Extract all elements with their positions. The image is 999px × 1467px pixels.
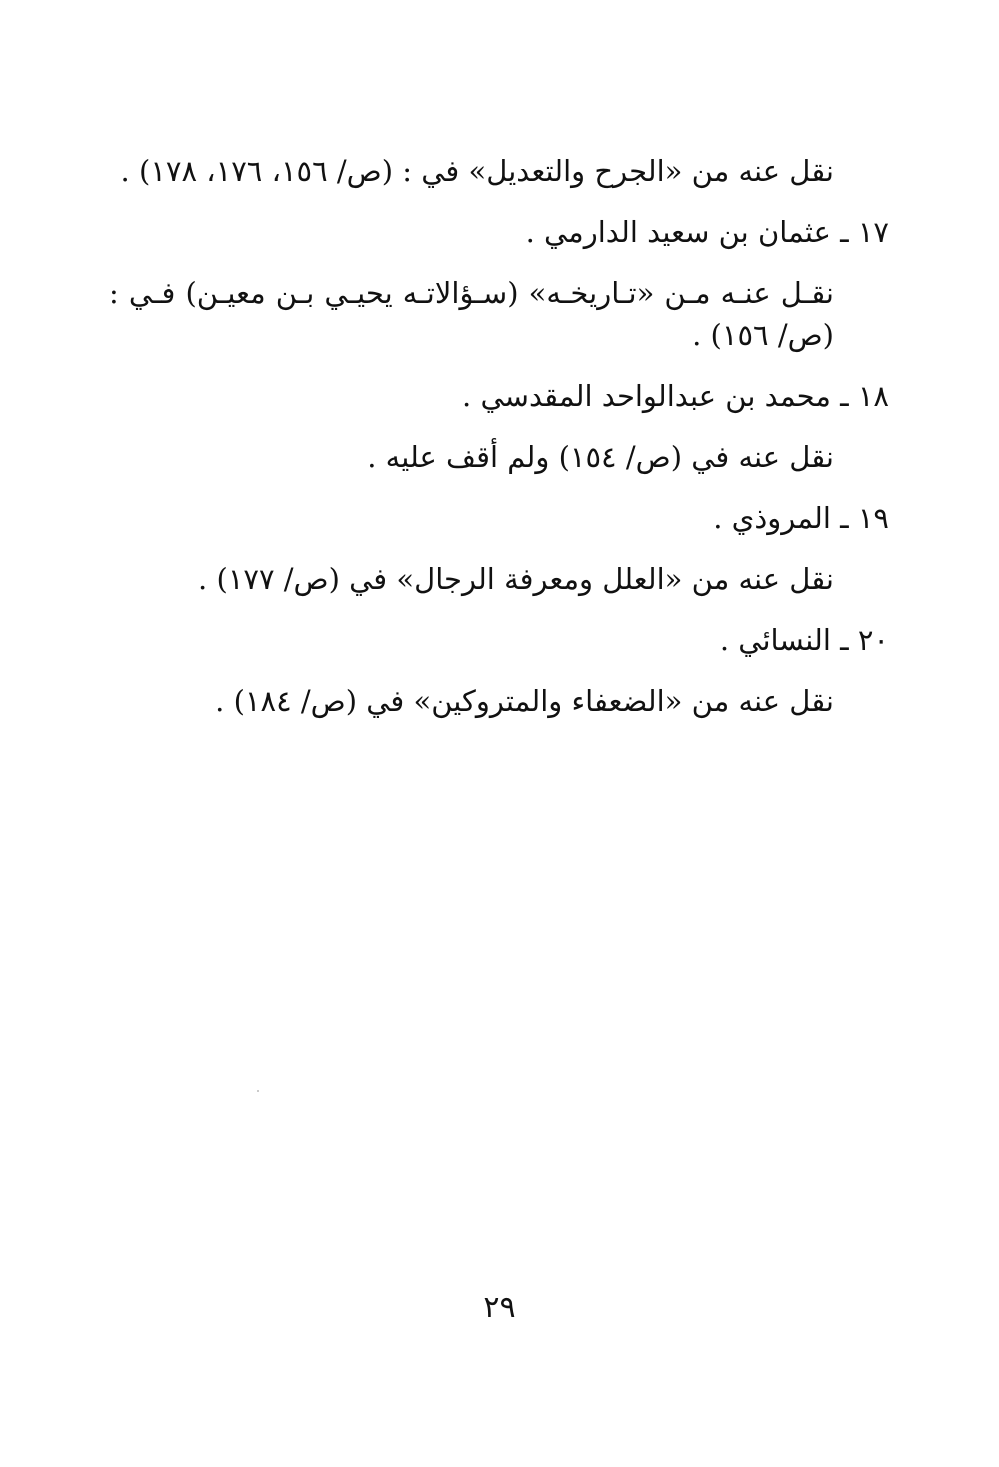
page-number: ٢٩ — [483, 1290, 516, 1325]
citation-paragraph: نقل عنه من «الضعفاء والمتروكين» في (ص/ ١٨٤) . — [215, 684, 834, 719]
citation-paragraph: نقل عنه في (ص/ ١٥٤) ولم أقف عليه . — [367, 440, 834, 475]
entry-heading-19: ١٩ ـ المروذي . — [713, 501, 889, 536]
entry-heading-20: ٢٠ ـ النسائي . — [719, 623, 889, 658]
entry-heading-17: ١٧ ـ عثمان بن سعيد الدارمي . — [525, 215, 889, 250]
citation-paragraph: نقل عنه من «الجرح والتعديل» في : (ص/ ١٥٦، ١٧٦، ١٧٨) . — [120, 154, 834, 188]
entry-heading-18: ١٨ ـ محمد بن عبدالواحد المقدسي . — [462, 379, 889, 414]
citation-paragraph: نقـل عنـه مـن «تـاريخـه» (سـؤالاتـه يحيـي بـن معيـن) فـي : (ص/ ١٥٦) . — [109, 276, 834, 353]
scan-speck — [257, 1090, 259, 1092]
citation-paragraph: نقل عنه من «العلل ومعرفة الرجال» في (ص/ ١٧٧) . — [198, 562, 834, 597]
body-text — [109, 150, 889, 741]
